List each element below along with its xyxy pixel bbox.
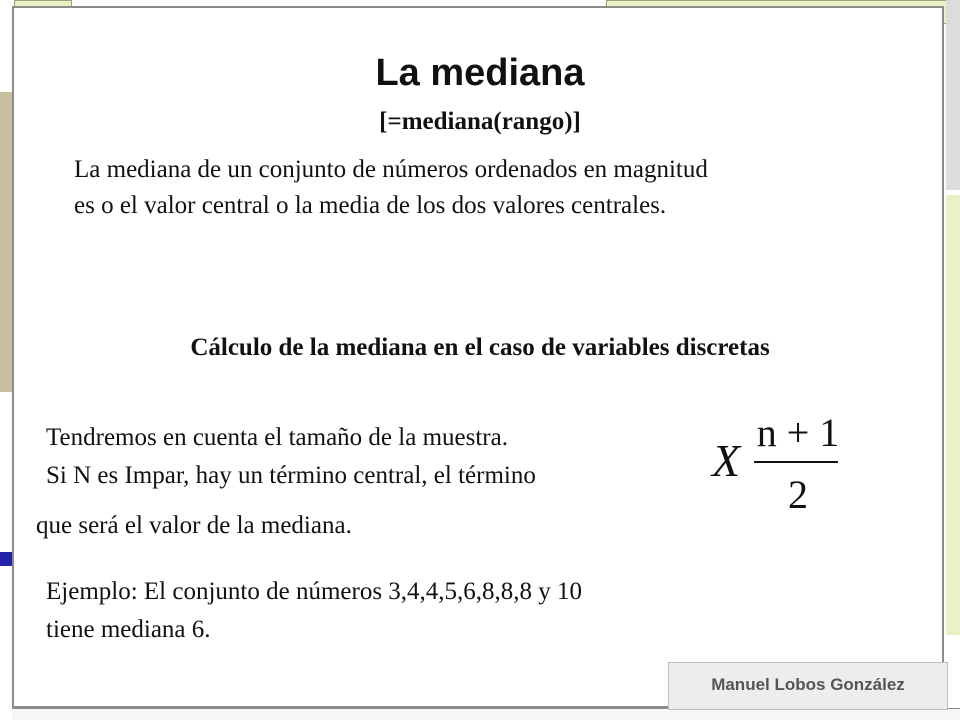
decor-green-block-right xyxy=(946,195,960,635)
definition-line-1: La mediana de un conjunto de números ordenados en magnitud xyxy=(74,156,708,183)
formula-denominator: 2 xyxy=(788,472,808,517)
formula-variable: X xyxy=(712,435,741,486)
definition-line-2: es o el valor central o la media de los dos valores centrales. xyxy=(74,192,667,219)
example-line-1: Ejemplo: El conjunto de números 3,4,4,5,6,8,8,8 y 10 xyxy=(46,578,583,605)
body-line-2: Si N es Impar, hay un término central, el término xyxy=(46,462,536,489)
slide-title: La mediana xyxy=(375,52,585,94)
example-line-2: tiene mediana 6. xyxy=(46,616,211,643)
body-line-3: que será el valor de la mediana. xyxy=(36,512,352,539)
author-name: Manuel Lobos González xyxy=(711,675,905,694)
formula-numerator: n + 1 xyxy=(756,410,840,455)
author-badge xyxy=(668,662,948,710)
decor-blue-mark-left xyxy=(0,552,12,566)
body-line-1: Tendremos en cuenta el tamaño de la muestra. xyxy=(46,424,508,451)
excel-formula-label: [=mediana(rango)] xyxy=(379,108,581,135)
section-heading: Cálculo de la mediana en el caso de variables discretas xyxy=(190,334,770,361)
decor-gray-block-right xyxy=(946,0,960,190)
median-position-formula xyxy=(710,408,860,518)
